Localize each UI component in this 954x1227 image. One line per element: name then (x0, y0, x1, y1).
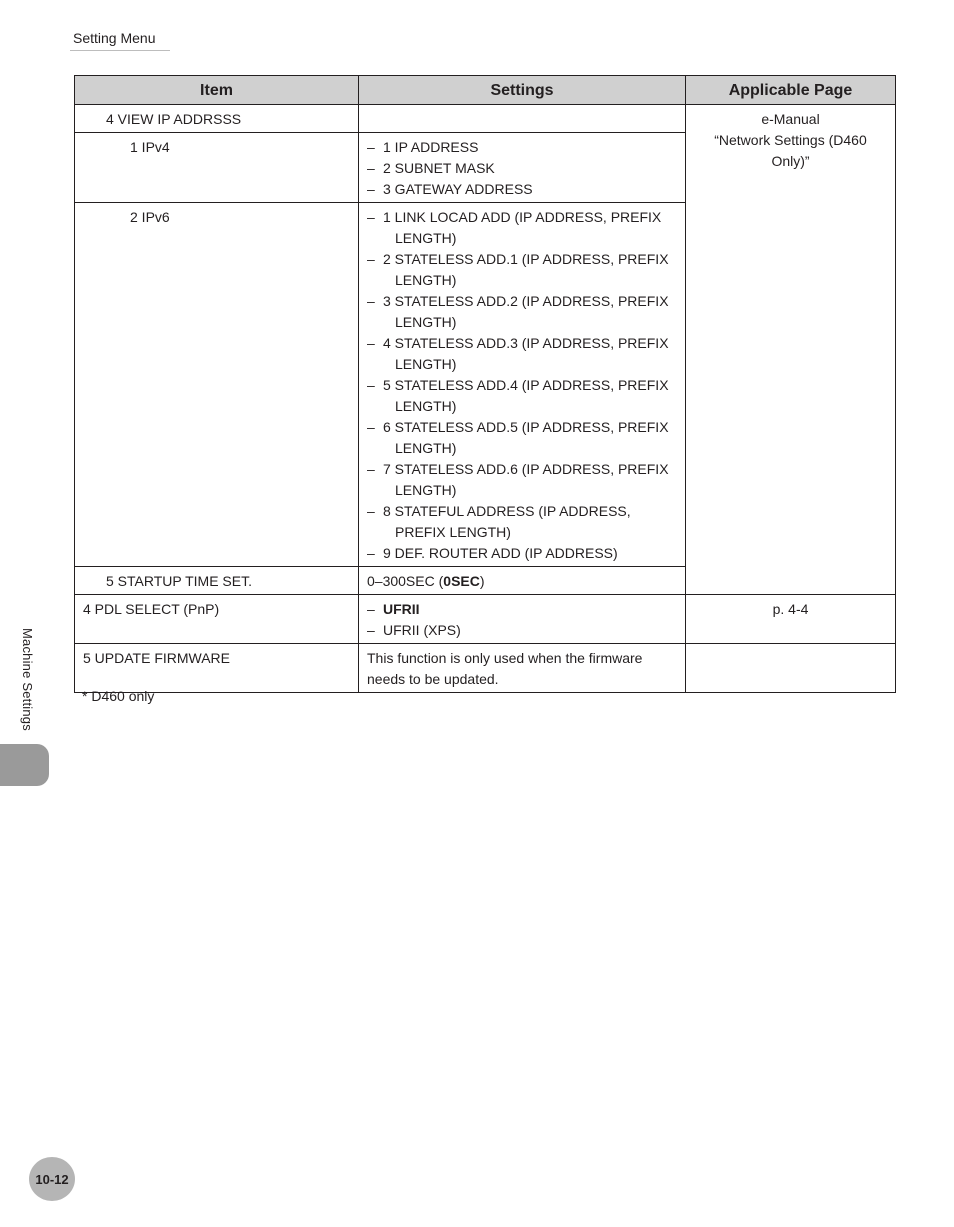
page-pdl-select: p. 4-4 (686, 595, 896, 644)
list-item: – 1 IP ADDRESS (367, 139, 479, 155)
list-item: – 2 STATELESS ADD.1 (IP ADDRESS, PREFIX LENGTH) (367, 251, 669, 288)
list-item: – 9 DEF. ROUTER ADD (IP ADDRESS) (367, 545, 618, 561)
list-item: – 3 STATELESS ADD.2 (IP ADDRESS, PREFIX LENGTH) (367, 293, 669, 330)
footnote: * D460 only (82, 688, 155, 704)
list-item: – 4 STATELESS ADD.3 (IP ADDRESS, PREFIX LENGTH) (367, 335, 669, 372)
chapter-tab-label: Machine Settings (20, 628, 35, 731)
column-header-settings: Settings (359, 76, 686, 105)
settings-ipv4 (359, 133, 686, 203)
list-item: – 6 STATELESS ADD.5 (IP ADDRESS, PREFIX LENGTH) (367, 419, 669, 456)
list-item: – 8 STATEFUL ADDRESS (IP ADDRESS, PREFIX LENGTH) (367, 503, 631, 540)
list-item: – UFRII (XPS) (367, 622, 461, 638)
list-item: – 1 LINK LOCAD ADD (IP ADDRESS, PREFIX LENGTH) (367, 209, 662, 246)
item-startup-time: 5 STARTUP TIME SET. (75, 567, 359, 595)
settings-pdl-select (359, 595, 686, 644)
list-item: – 2 SUBNET MASK (367, 160, 495, 176)
item-ipv4: 1 IPv4 (75, 133, 359, 203)
page-network-line1: e-Manual (761, 111, 820, 127)
column-header-item: Item (75, 76, 359, 105)
item-pdl-select: 4 PDL SELECT (PnP) (75, 595, 359, 644)
settings-view-ip (359, 105, 686, 133)
table-row (75, 105, 896, 133)
list-item: – 3 GATEWAY ADDRESS (367, 181, 533, 197)
chapter-tab (0, 744, 49, 786)
page-network-line2: “Network Settings (D460 Only)” (714, 132, 867, 169)
list-item: – 5 STATELESS ADD.4 (IP ADDRESS, PREFIX LENGTH) (367, 377, 669, 414)
header-rule (70, 50, 170, 51)
settings-ipv6 (359, 203, 686, 567)
default-value: UFRII (383, 601, 420, 617)
page-network-settings (686, 105, 896, 595)
table-header-row (75, 76, 896, 105)
table-row (75, 644, 896, 693)
list-item: – 7 STATELESS ADD.6 (IP ADDRESS, PREFIX LENGTH) (367, 461, 669, 498)
item-ipv6: 2 IPv6 (75, 203, 359, 567)
item-view-ip: 4 VIEW IP ADDRSSS (75, 105, 359, 133)
table-row (75, 595, 896, 644)
page-update-firmware (686, 644, 896, 693)
settings-update-firmware: This function is only used when the firmware needs to be updated. (359, 644, 686, 693)
running-header: Setting Menu (73, 30, 156, 46)
column-header-applicable-page: Applicable Page (686, 76, 896, 105)
page-number: 10-12 (29, 1157, 75, 1201)
default-value: 0SEC (443, 573, 480, 589)
settings-startup-time: 0–300SEC (0SEC) (359, 567, 686, 595)
list-item: – UFRII (367, 599, 677, 620)
item-update-firmware: 5 UPDATE FIRMWARE (75, 644, 359, 693)
settings-table (74, 75, 896, 693)
